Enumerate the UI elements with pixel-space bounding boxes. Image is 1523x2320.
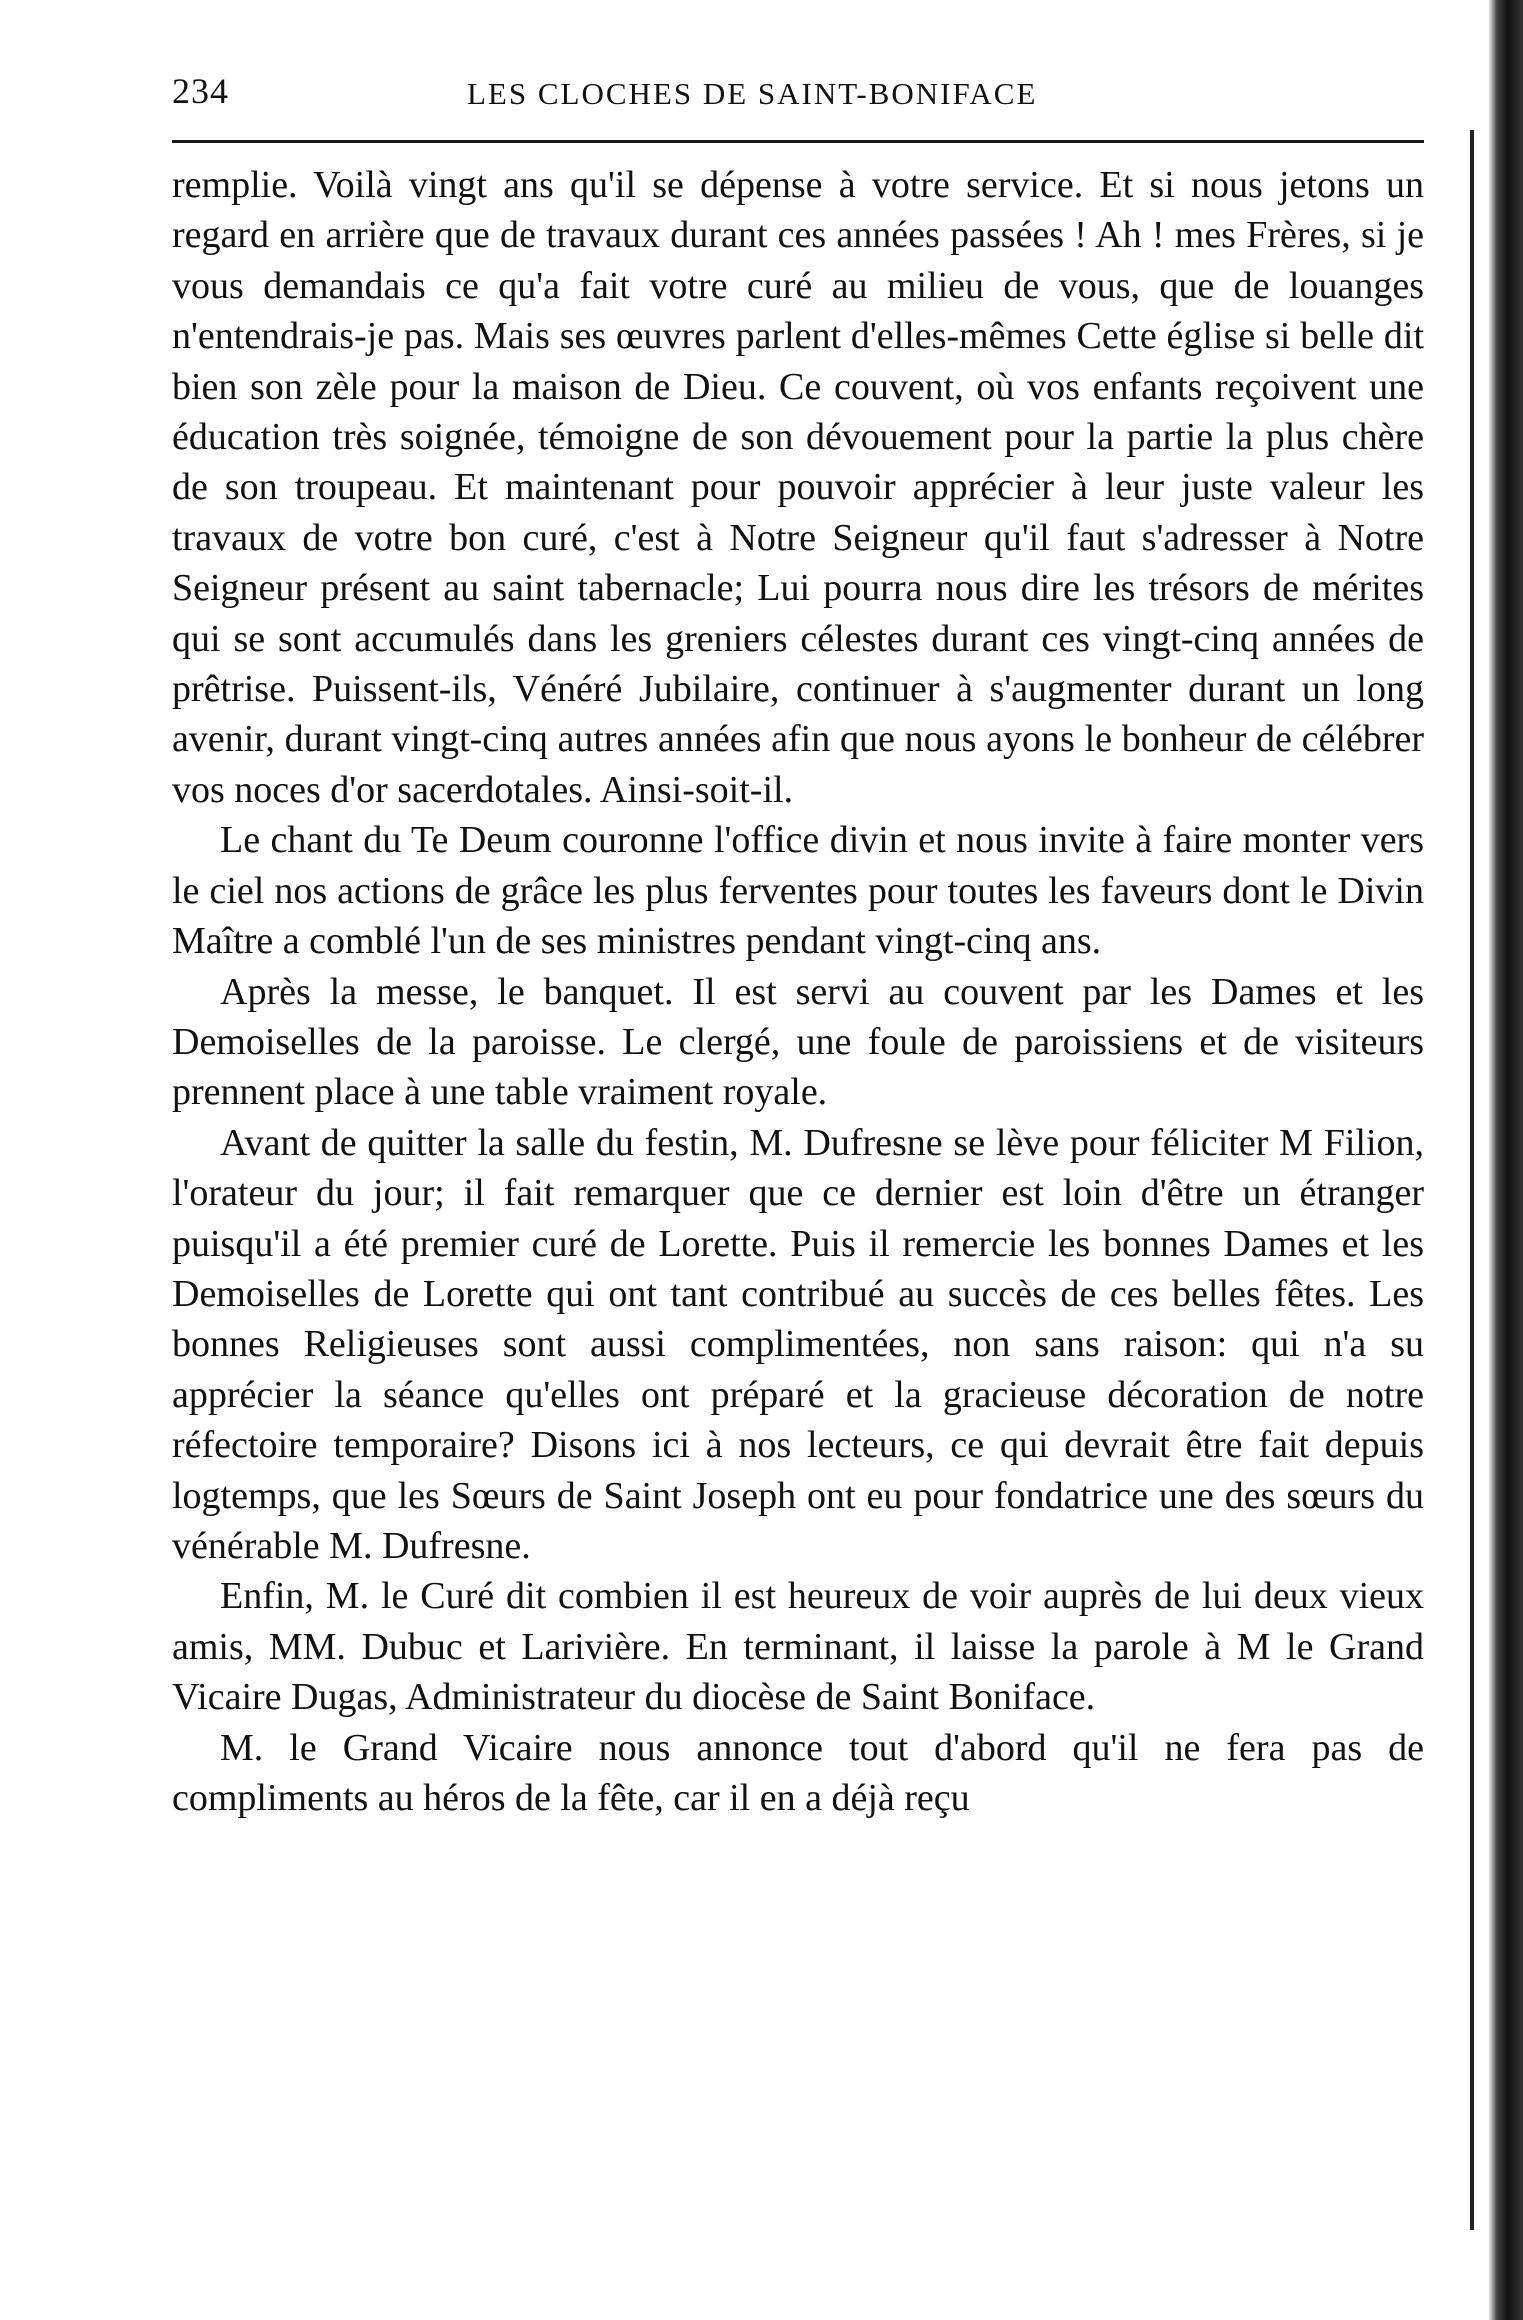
paragraph: Enfin, M. le Curé dit combien il est heureux de voir auprès de lui deux vieux amis, MM. Dubuc et Larivière. En terminant, il laisse la parole à M le Grand Vicaire Dugas, Administrateur du diocèse de Saint Boniface. bbox=[172, 1575, 1424, 1719]
paragraph: M. le Grand Vicaire nous annonce tout d'abord qu'il ne fera pas de compliments au héros de la fête, car il en a déjà reçu bbox=[172, 1726, 1424, 1819]
page-edge-shadow bbox=[1488, 0, 1523, 2320]
body-text bbox=[172, 160, 1424, 1823]
page-number: 234 bbox=[172, 71, 229, 111]
running-title: LES CLOCHES DE SAINT-BONIFACE bbox=[467, 76, 1038, 111]
page-edge-line bbox=[1470, 130, 1474, 2230]
paragraph: Après la messe, le banquet. Il est servi au couvent par les Dames et les Demoiselles de la paroisse. Le clergé, une foule de paroissiens et de visiteurs prennent place à une table vraiment royale. bbox=[172, 970, 1424, 1114]
paragraph: Le chant du Te Deum couronne l'office divin et nous invite à faire monter vers le ciel nos actions de grâce les plus ferventes pour toutes les faveurs dont le Divin Maître a comblé l'un de ses ministres pendant vingt-cinq ans. bbox=[172, 819, 1424, 963]
header-rule bbox=[172, 140, 1424, 143]
page-header bbox=[172, 60, 1424, 120]
paragraph: remplie. Voilà vingt ans qu'il se dépense à votre service. Et si nous jetons un regard en arrière que de travaux durant ces années passées ! Ah ! mes Frères, si je vous demandais ce qu'a fait votre curé au milieu de vous, que de louanges n'entendrais-je pas. Mais ses œuvres parlent d'elles-mêmes Cette église si belle dit bien son zèle pour la maison de Dieu. Ce couvent, où vos enfants reçoivent une éducation très soignée, témoigne de son dévouement pour la partie la plus chère de son troupeau. Et maintenant pour pouvoir apprécier à leur juste valeur les travaux de votre bon curé, c'est à Notre Seigneur qu'il faut s'adresser à Notre Seigneur présent au saint tabernacle; Lui pourra nous dire les trésors de mérites qui se sont accumulés dans les greniers célestes durant ces vingt-cinq années de prêtrise. Puissent-ils, Vénéré Jubilaire, continuer à s'augmenter durant un long avenir, durant vingt-cinq autres années afin que nous ayons le bonheur de célébrer vos noces d'or sacerdotales. Ainsi-soit-il. bbox=[172, 164, 1424, 811]
paragraph: Avant de quitter la salle du festin, M. Dufresne se lève pour féliciter M Filion, l'orateur du jour; il fait remarquer que ce dernier est loin d'être un étranger puisqu'il a été premier curé de Lorette. Puis il remercie les bonnes Dames et les Demoiselles de Lorette qui ont tant contribué au succès de ces belles fêtes. Les bonnes Religieuses sont aussi complimentées, non sans raison: qui n'a su apprécier la séance qu'elles ont préparé et la gracieuse décoration de notre réfectoire temporaire? Disons ici à nos lecteurs, ce qui devrait être fait depuis logtemps, que les Sœurs de Saint Joseph ont eu pour fondatrice une des sœurs du vénérable M. Dufresne. bbox=[172, 1121, 1424, 1567]
